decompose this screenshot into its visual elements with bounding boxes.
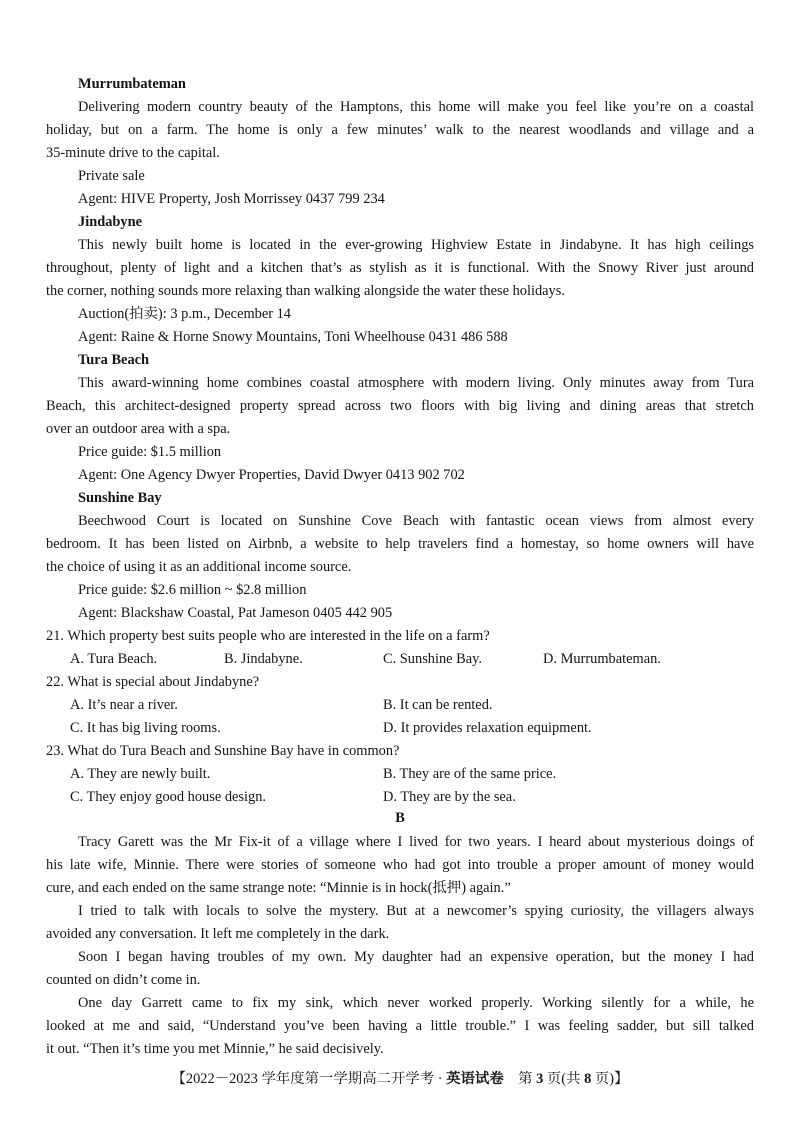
listing-heading-sunshine-bay: Sunshine Bay (78, 490, 162, 506)
text-line: Delivering modern country beauty of the Hamptons, this home will make you feel like you’re on a coastal (78, 99, 754, 115)
option-22-b: B. It can be rented. (383, 697, 493, 713)
text-line: Beach, this architect-designed property spread across two floors with big living and dining areas that stretch (46, 398, 754, 414)
option-21-c: C. Sunshine Bay. (383, 651, 483, 667)
text-line: the corner, nothing sounds more relaxing than walking alongside the water these holidays. (46, 283, 565, 299)
option-21-d: D. Murrumbateman. (543, 651, 661, 667)
text-line: Beechwood Court is located on Sunshine Cove Beach with fantastic ocean views from almost every (78, 513, 754, 529)
text-line: looked at me and said, “Understand you’ve been having a little trouble.” I was feeling sadder, but sill talked (46, 1018, 754, 1034)
text-line: Soon I began having troubles of my own. My daughter had an expensive operation, but the money I had (78, 949, 754, 965)
section-title-b: B (395, 810, 405, 826)
question-stem-22: 22. What is special about Jindabyne? (46, 674, 260, 690)
text-line: throughout, plenty of light and a kitchen that’s as stylish as it is functional. With the Snowy River just around (46, 260, 754, 276)
listing-heading-tura-beach: Tura Beach (78, 352, 150, 368)
text-line: One day Garrett came to fix my sink, which never worked properly. Working silently for a while, he (78, 995, 754, 1011)
text-line: holiday, but on a farm. The home is only a few minutes’ walk to the nearest woodlands and village and a (46, 122, 754, 138)
text-line: over an outdoor area with a spa. (46, 421, 231, 437)
sale-info: Private sale (78, 168, 145, 184)
page-footer (0, 1068, 800, 1090)
option-21-b: B. Jindabyne. (224, 651, 303, 667)
question-stem-21: 21. Which property best suits people who are interested in the life on a farm? (46, 628, 490, 644)
text-line: This award-winning home combines coastal atmosphere with modern living. Only minutes away from Tura (78, 375, 754, 391)
text-line: I tried to talk with locals to solve the mystery. But at a newcomer’s spying curiosity, the villagers always (78, 903, 754, 919)
text-line: avoided any conversation. It left me completely in the dark. (46, 926, 390, 942)
footer-exam-title: 【2022－2023 学年度第一学期高二开学考 · (171, 1071, 447, 1087)
footer-subject: 英语试卷 (446, 1071, 504, 1087)
option-22-d: D. It provides relaxation equipment. (383, 720, 592, 736)
text-line: cure, and each ended on the same strange note: “Minnie is in hock(抵押) again.” (46, 880, 511, 896)
text-line: counted on didn’t come in. (46, 972, 201, 988)
text-line: 35-minute drive to the capital. (46, 145, 220, 161)
agent-info: Agent: HIVE Property, Josh Morrissey 0437 799 234 (78, 191, 385, 207)
text-line: This newly built home is located in the ever-growing Highview Estate in Jindabyne. It has high ceilings (78, 237, 754, 253)
sale-info: Auction(拍卖): 3 p.m., December 14 (78, 306, 292, 322)
sale-info: Price guide: $1.5 million (78, 444, 222, 460)
agent-info: Agent: One Agency Dwyer Properties, David Dwyer 0413 902 702 (78, 467, 465, 483)
agent-info: Agent: Blackshaw Coastal, Pat Jameson 0405 442 905 (78, 605, 393, 621)
footer-page-suffix: 页)】 (591, 1071, 629, 1087)
option-22-a: A. It’s near a river. (70, 697, 178, 713)
option-23-a: A. They are newly built. (70, 766, 211, 782)
text-line: his late wife, Minnie. There were stories of someone who had got into trouble a proper amount of money would (46, 857, 754, 873)
option-23-c: C. They enjoy good house design. (70, 789, 266, 805)
footer-page-middle: 页(共 (543, 1071, 585, 1087)
option-22-c: C. It has big living rooms. (70, 720, 221, 736)
text-line: Tracy Garett was the Mr Fix-it of a village where I lived for two years. I heard about mysterious doings of (78, 834, 754, 850)
option-23-b: B. They are of the same price. (383, 766, 557, 782)
footer-page-number: 3 (536, 1071, 544, 1087)
option-23-d: D. They are by the sea. (383, 789, 516, 805)
listing-heading-murrumbateman: Murrumbateman (78, 76, 186, 92)
text-line: bedroom. It has been listed on Airbnb, a website to help travelers find a homestay, so home owners will have (46, 536, 754, 552)
listing-heading-jindabyne: Jindabyne (78, 214, 142, 230)
agent-info: Agent: Raine & Horne Snowy Mountains, Toni Wheelhouse 0431 486 588 (78, 329, 508, 345)
sale-info: Price guide: $2.6 million ~ $2.8 million (78, 582, 307, 598)
option-21-a: A. Tura Beach. (70, 651, 158, 667)
text-line: it out. “Then it’s time you met Minnie,” he said decisively. (46, 1041, 384, 1057)
footer-page-prefix: 第 (503, 1071, 537, 1087)
footer-page-total: 8 (584, 1071, 592, 1087)
question-stem-23: 23. What do Tura Beach and Sunshine Bay have in common? (46, 743, 400, 759)
text-line: the choice of using it as an additional income source. (46, 559, 352, 575)
